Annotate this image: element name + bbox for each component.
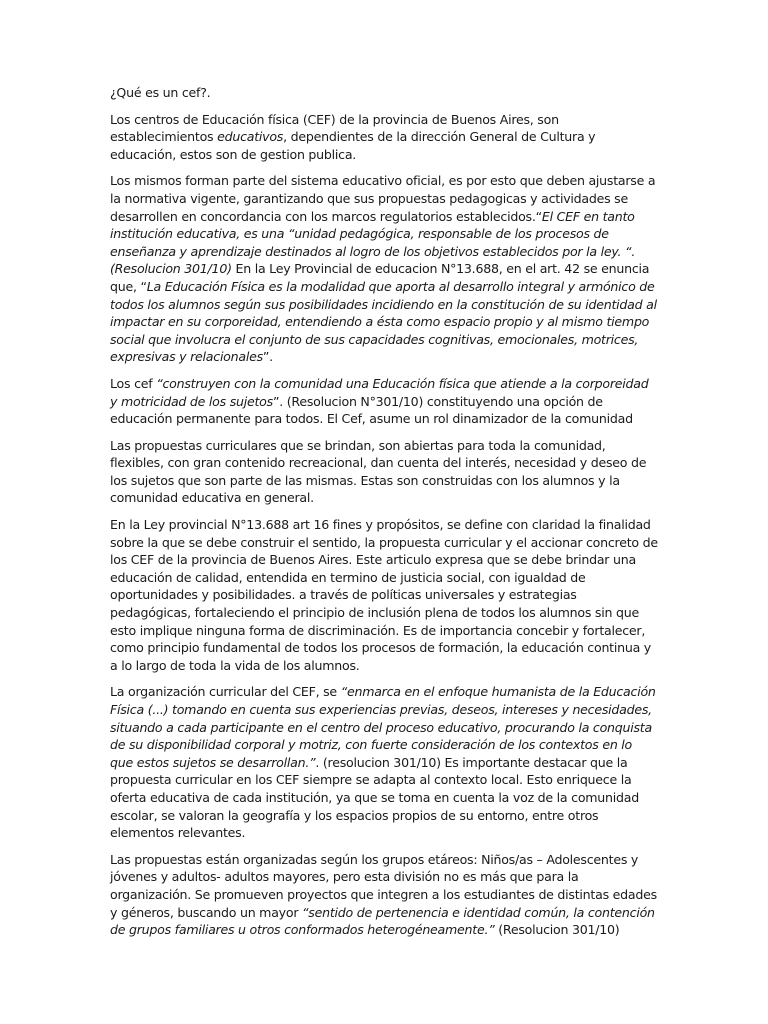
text-run: Los cef: [110, 375, 157, 391]
paragraph-curricular-organization: [110, 683, 658, 841]
paragraph-curricular-proposals: [110, 437, 658, 507]
italic-text-run: “enmarca en el enfoque humanista de la Educación Física (...) tomando en cuenta sus experiencias previas, deseos, intereses y necesidades, situando a cada participante en el centro del proceso educativo, procurando la conquista de su disponibilidad corporal y motriz, con fuerte consideración de los contextos en lo que estos sujetos se desarrollan.”: [110, 684, 656, 770]
text-run: . (resolucion 301/10) Es importante destacar que la propuesta curricular en los CEF siempre se adapta al contexto local. Esto enriquece la oferta educativa de cada institución, ya que se toma en cuenta la voz de la comunidad escolar, se valoran la geografía y los espacios propios de su entorno, entre otros elementos relevantes.: [110, 754, 639, 841]
italic-text-run: La Educación Física es la modalidad que aporta al desarrollo integral y armónico de todos los alumnos según sus posibilidades incidiendo en la constitución de su identidad al impactar en su corporeidad, entendiendo a ésta como espacio propio y al mismo tiempo social que involucra el conjunto de sus capacidades cognitivas, emocionales, motrices, expresivas y relacionales: [110, 278, 657, 365]
italic-text-run: “construyen con la comunidad una Educación física que atiende a la corporeidad y motricidad de los sujetos: [110, 375, 649, 409]
text-run: Los mismos forman parte del sistema educativo oficial, es por esto que deben ajustarse a la normativa vigente, garantizando que sus propuestas pedagogicas y actividades se desarrollen en concordancia con los marcos regulatorios establecidos.“: [110, 173, 656, 224]
text-run: Las propuestas están organizadas según los grupos etáreos: Niños/as – Adolescentes y jóvenes y adultos- adultos mayores, pero esta división no es más que para la organización. Se promueven proyectos que integren a los estudiantes de distintas edades y géneros, buscando un mayor: [110, 851, 657, 920]
text-run: Las propuestas curriculares que se brindan, son abiertas para toda la comunidad, flexibles, con gran contenido recreacional, dan cuenta del interés, necesidad y deseo de los sujetos que son parte de las mismas. Estas son construidas con los alumnos y la comunidad educativa en general.: [110, 437, 647, 506]
text-run: En la Ley Provincial de educacion N°13.688, en el art. 42 se enuncia que, “: [110, 261, 650, 294]
paragraph-law-purposes: [110, 516, 658, 674]
document-page: [110, 84, 658, 948]
italic-text-run: “sentido de pertenencia e identidad común, la contención de grupos familiares u otros conformados heterogéneamente.”: [110, 904, 655, 938]
text-run: ”.: [262, 349, 273, 365]
paragraph-educational-system: [110, 172, 658, 366]
text-run: Los centros de Educación física (CEF) de la provincia de Buenos Aires, son establecimientos: [110, 111, 559, 145]
text-run: En la Ley provincial N°13.688 art 16 fines y propósitos, se define con claridad la finalidad sobre la que se debe construir el sentido, la propuesta curricular y el accionar concreto de los CEF de la provincia de Buenos Aires. Este articulo expresa que se debe brindar una educación de calidad, entendida en termino de justicia social, con igualdad de oportunidades y posibilidades. a través de políticas universales y estrategias pedagógicas, fortaleciendo el principio de inclusión plena de todos los alumnos sin que esto implique ninguna forma de discriminación. Es de importancia concebir y fortalecer, como principio fundamental de todos los procesos de formación, la educación continua y a lo largo de toda la vida de los alumnos.: [110, 517, 658, 673]
italic-text-run: educativos: [217, 129, 284, 145]
text-run: La organización curricular del CEF, se: [110, 684, 341, 700]
paragraph-age-groups: [110, 851, 658, 939]
italic-text-run: El CEF en tanto institución educativa, es una “unidad pedagógica, responsable de los procesos de enseñanza y aprendizaje destinados al logro de los objetivos establecidos por la ley. “.(Resolucion 301/10): [110, 208, 636, 277]
text-run: (Resolucion 301/10): [494, 922, 620, 938]
text-run: , dependientes de la dirección General de Cultura y educación, estos son de gestion publica.: [110, 129, 596, 162]
text-run: ”. (Resolucion N°301/10) constituyendo una opción de educación permanente para todos. El Cef, asume un rol dinamizador de la comunidad: [110, 393, 633, 427]
paragraph-cef-definition: [110, 111, 658, 164]
document-heading: ¿Qué es un cef?.: [110, 85, 211, 100]
paragraph-community: [110, 375, 658, 428]
